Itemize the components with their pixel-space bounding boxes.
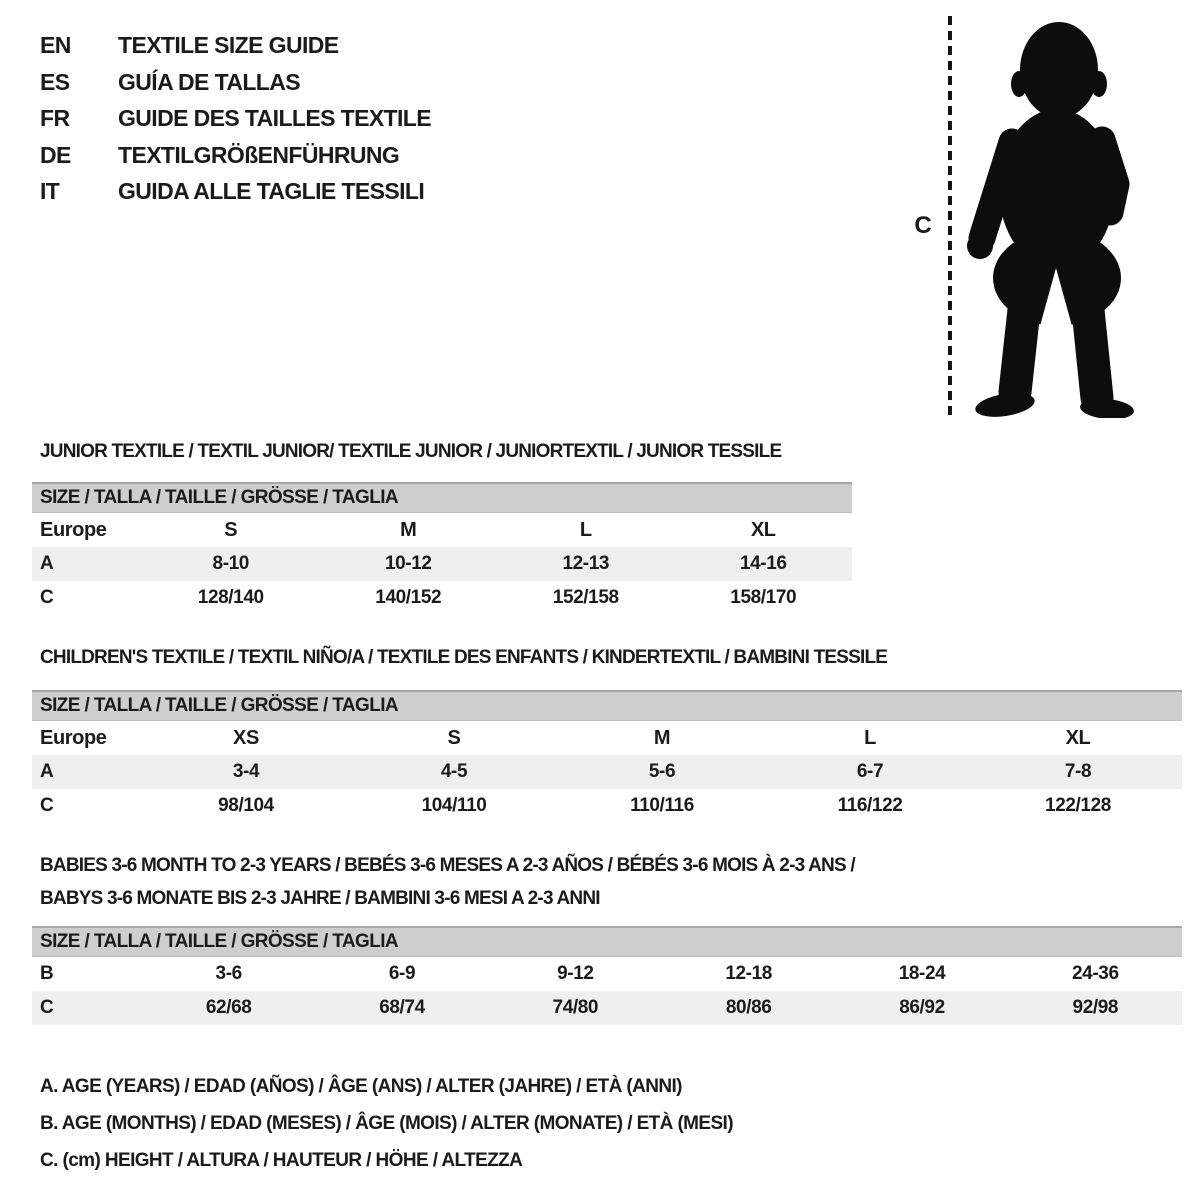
table-cell: 4-5 — [440, 761, 468, 782]
table-cell: 140/152 — [375, 587, 442, 608]
section-babies-textile — [32, 849, 1182, 1025]
table-cell: S — [447, 727, 461, 749]
language-row — [40, 100, 431, 137]
table-cell: 8-10 — [212, 553, 249, 574]
table-cell: 98/104 — [218, 795, 274, 816]
table-cell: 10-12 — [384, 553, 432, 574]
table-cell: 116/122 — [837, 795, 903, 816]
table-cell: L — [864, 727, 876, 749]
table-row — [32, 513, 852, 547]
table-cell: 5-6 — [648, 761, 676, 782]
language-title-list — [40, 27, 431, 210]
table-cell: XL — [1065, 727, 1091, 749]
table-cell: 68/74 — [379, 997, 425, 1018]
babies-size-table — [32, 926, 1182, 1025]
language-label: TEXTILGRÖßENFÜHRUNG — [118, 141, 400, 168]
table-row — [32, 789, 1182, 823]
language-row — [40, 137, 431, 174]
baby-silhouette-icon — [958, 14, 1140, 418]
section-title-line: BABIES 3-6 MONTH TO 2-3 YEARS / BEBÉS 3-6 MESES A 2-3 AÑOS / BÉBÉS 3-6 MOIS À 2-3 ANS / — [40, 855, 855, 876]
table-cell: M — [400, 519, 417, 541]
row-label: C — [40, 997, 54, 1018]
row-label: A — [40, 761, 54, 782]
size-header-bar: SIZE / TALLA / TAILLE / GRÖSSE / TAGLIA — [32, 482, 852, 513]
section-title — [40, 641, 1182, 674]
language-label: TEXTILE SIZE GUIDE — [118, 32, 339, 58]
section-junior-textile — [32, 435, 852, 615]
table-cell: 62/68 — [205, 997, 252, 1018]
language-label: GUÍA DE TALLAS — [118, 68, 300, 95]
table-cell: 122/128 — [1045, 795, 1111, 816]
language-row — [40, 64, 431, 101]
table-row — [32, 581, 852, 615]
table-cell: 6-9 — [388, 963, 416, 984]
table-cell: 12-13 — [562, 553, 610, 574]
table-row — [32, 957, 1182, 991]
table-cell: 158/170 — [730, 587, 797, 608]
row-label: B — [40, 963, 54, 984]
section-title-line: JUNIOR TEXTILE / TEXTIL JUNIOR/ TEXTILE JUNIOR / JUNIORTEXTIL / JUNIOR TESSILE — [40, 441, 782, 462]
language-code: DE — [40, 141, 71, 168]
row-label: C — [40, 587, 54, 608]
section-title-line: BABYS 3-6 MONATE BIS 2-3 JAHRE / BAMBINI 3-6 MESI A 2-3 ANNI — [40, 888, 600, 909]
table-cell: 18-24 — [898, 963, 946, 984]
table-cell: 6-7 — [856, 761, 884, 782]
table-cell: M — [653, 727, 671, 749]
height-measure-dashed-line — [948, 16, 952, 418]
row-label: Europe — [40, 519, 107, 541]
section-childrens-textile — [32, 641, 1182, 823]
children-size-table — [32, 690, 1182, 823]
table-cell: 86/92 — [899, 997, 945, 1018]
section-title — [40, 435, 852, 468]
junior-size-table — [32, 482, 852, 615]
table-cell: 9-12 — [557, 963, 594, 984]
language-row — [40, 173, 431, 210]
table-cell: 152/158 — [552, 587, 619, 608]
measure-c-label: C — [914, 212, 932, 239]
legend-line: A. AGE (YEARS) / EDAD (AÑOS) / ÂGE (ANS) / ALTER (JAHRE) / ETÀ (ANNI) — [40, 1076, 682, 1097]
language-code: EN — [40, 32, 71, 58]
table-cell: 24-36 — [1072, 963, 1119, 984]
language-label: GUIDA ALLE TAGLIE TESSILI — [118, 178, 425, 204]
language-code: IT — [40, 178, 60, 204]
table-cell: XS — [233, 727, 259, 749]
table-cell: S — [224, 519, 238, 541]
legend — [40, 1068, 733, 1179]
table-row — [32, 721, 1182, 755]
table-row — [32, 547, 852, 581]
table-row — [32, 755, 1182, 789]
section-title — [40, 849, 1182, 915]
table-cell: 3-6 — [215, 963, 242, 984]
table-cell: 110/116 — [630, 795, 694, 816]
table-cell: 14-16 — [739, 553, 787, 574]
row-label: Europe — [40, 727, 107, 749]
language-code: ES — [40, 68, 70, 95]
table-cell: 128/140 — [197, 587, 264, 608]
table-row — [32, 991, 1182, 1025]
legend-line: B. AGE (MONTHS) / EDAD (MESES) / ÂGE (MOIS) / ALTER (MONATE) / ETÀ (MESI) — [40, 1113, 733, 1134]
table-cell: 12-18 — [725, 963, 772, 984]
size-header-bar: SIZE / TALLA / TAILLE / GRÖSSE / TAGLIA — [32, 926, 1182, 957]
table-cell: L — [579, 519, 592, 541]
language-row — [40, 27, 431, 64]
legend-line: C. (cm) HEIGHT / ALTURA / HAUTEUR / HÖHE / ALTEZZA — [40, 1150, 523, 1171]
table-cell: 74/80 — [552, 997, 599, 1018]
language-label: GUIDE DES TAILLES TEXTILE — [118, 105, 431, 131]
table-cell: 7-8 — [1064, 761, 1092, 782]
language-code: FR — [40, 105, 70, 131]
table-cell: 80/86 — [725, 997, 772, 1018]
row-label: C — [40, 795, 54, 816]
size-header-bar: SIZE / TALLA / TAILLE / GRÖSSE / TAGLIA — [32, 690, 1182, 721]
section-title-line: CHILDREN'S TEXTILE / TEXTIL NIÑO/A / TEXTILE DES ENFANTS / KINDERTEXTIL / BAMBINI TESSILE — [40, 647, 888, 668]
baby-height-figure — [890, 10, 1160, 424]
table-cell: 3-4 — [232, 761, 260, 782]
table-cell: XL — [750, 519, 776, 541]
row-label: A — [40, 553, 54, 574]
table-cell: 92/98 — [1072, 997, 1119, 1018]
table-cell: 104/110 — [421, 795, 487, 816]
